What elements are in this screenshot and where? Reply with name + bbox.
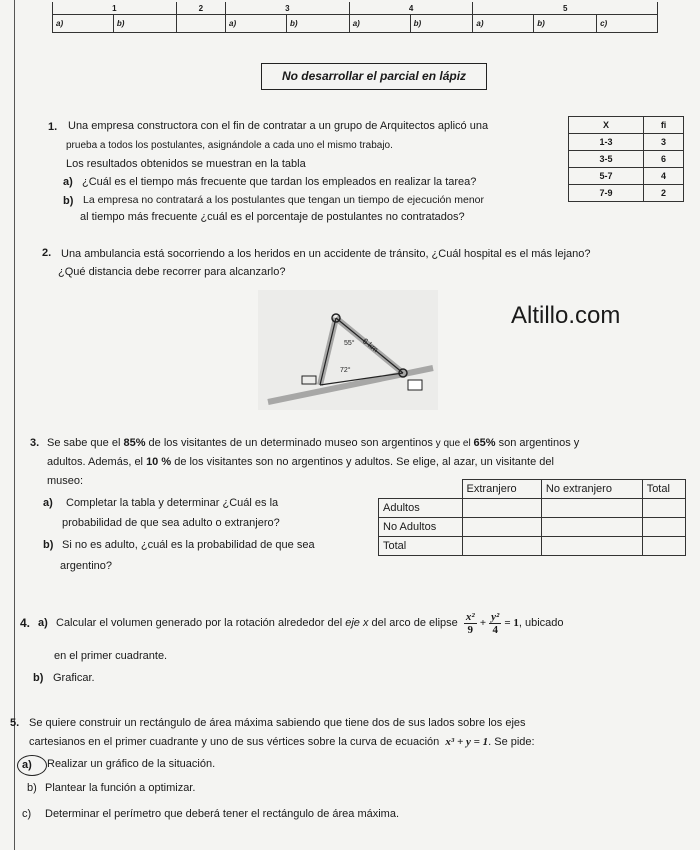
q5-b-label: b) xyxy=(27,782,37,794)
q4-b-label: b) xyxy=(33,672,44,684)
q5-line2 xyxy=(29,735,535,749)
contingency-corner xyxy=(379,480,463,499)
q2-line1: Una ambulancia está socorriendo a los heridos en un accidente de tránsito, ¿Cuál hospital es el más lejano? xyxy=(61,248,591,260)
angle-label-1: 55° xyxy=(344,340,355,347)
contingency-cell xyxy=(642,537,685,556)
frac-x-den: 9 xyxy=(467,623,474,636)
q4-eje-x: eje x xyxy=(345,617,369,629)
q3-line1-d: son argentinos y xyxy=(495,437,580,449)
freq-cell: 6 xyxy=(644,151,684,168)
circle-annotation xyxy=(17,755,47,776)
q2-number: 2. xyxy=(42,247,52,259)
q1-b-text1: La empresa no contratará a los postulantes que tengan un tiempo de ejecución menor xyxy=(83,194,485,206)
q1-a-text: ¿Cuál es el tiempo más frecuente que tardan los empleados en realizar la tarea? xyxy=(82,176,477,188)
grade-number-4: 4 xyxy=(349,2,473,15)
q4-b-text: Graficar. xyxy=(53,672,95,684)
q4-number: 4. xyxy=(20,616,31,630)
grade-cell: a) xyxy=(473,15,534,33)
q5-a-text: Realizar un gráfico de la situación. xyxy=(47,758,216,770)
q5-equation: x³ + y = 1 xyxy=(445,736,489,748)
ellipse-fraction-x xyxy=(464,611,477,636)
contingency-cell xyxy=(462,518,541,537)
ambulance-diagram xyxy=(258,290,438,410)
q1-line2: prueba a todos los postulantes, asignándole a cada uno el mismo trabajo. xyxy=(66,140,393,151)
q3-line2 xyxy=(47,455,554,469)
q3-a-text1: Completar la tabla y determinar ¿Cuál es la xyxy=(66,497,279,509)
distance-label: 6 km xyxy=(360,336,380,355)
q1-line3: Los resultados obtenidos se muestran en la tabla xyxy=(66,158,306,170)
q3-number: 3. xyxy=(30,437,40,449)
q3-pct1: 85% xyxy=(123,437,146,449)
q3-line1-a: Se sabe que el xyxy=(47,437,124,449)
contingency-cell xyxy=(462,537,541,556)
q1-a-label: a) xyxy=(63,176,73,188)
grade-cell: b) xyxy=(410,15,473,33)
grade-cell: b) xyxy=(534,15,597,33)
contingency-cell xyxy=(462,499,541,518)
contingency-table xyxy=(378,479,686,556)
q3-line1 xyxy=(47,436,579,451)
q5-line2-a: cartesianos en el primer cuadrante y uno de sus vértices sobre la curva de ecuación xyxy=(29,736,440,748)
angle-label-2: 72° xyxy=(340,367,351,374)
q4-a-label: a) xyxy=(38,617,48,629)
q3-a-label: a) xyxy=(43,497,53,509)
contingency-header: No extranjero xyxy=(541,480,642,499)
grade-cell: c) xyxy=(597,15,658,33)
q4-a-text2: en el primer cuadrante. xyxy=(54,650,168,662)
q4-a-text: Calcular el volumen generado por la rotación alrededor del xyxy=(56,617,346,629)
q1-b-label: b) xyxy=(63,195,74,207)
contingency-header: Total xyxy=(642,480,685,499)
freq-cell: 1-3 xyxy=(569,134,644,151)
grade-number-2: 2 xyxy=(176,2,225,15)
q3-pct2: 65% xyxy=(473,437,496,449)
q1-number: 1. xyxy=(48,121,58,133)
frac-y-num: y² xyxy=(491,610,500,623)
grade-cell: b) xyxy=(286,15,349,33)
q5-c-text: Determinar el perímetro que deberá tener el rectángulo de área máxima. xyxy=(45,808,400,820)
eq-plus: + xyxy=(479,617,487,629)
q5-b-text: Plantear la función a optimizar. xyxy=(45,782,196,794)
grade-table xyxy=(52,2,658,33)
grade-cell xyxy=(176,15,225,33)
freq-cell: 4 xyxy=(644,168,684,185)
contingency-cell xyxy=(642,499,685,518)
grade-number-5: 5 xyxy=(473,2,658,15)
q4-a-line xyxy=(56,608,564,638)
contingency-cell xyxy=(541,499,642,518)
contingency-row-label: No Adultos xyxy=(379,518,463,537)
frac-x-num: x² xyxy=(465,610,475,623)
q3-a-text2: probabilidad de que sea adulto o extranjero? xyxy=(62,517,280,529)
contingency-cell xyxy=(541,518,642,537)
contingency-row-label: Total xyxy=(379,537,463,556)
frac-y-den: 4 xyxy=(492,623,498,636)
q2-line2: ¿Qué distancia debe recorrer para alcanzarlo? xyxy=(58,266,286,278)
contingency-row-label: Adultos xyxy=(379,499,463,518)
contingency-header: Extranjero xyxy=(462,480,541,499)
contingency-cell xyxy=(541,537,642,556)
contingency-cell xyxy=(642,518,685,537)
q5-line2-b: . Se pide: xyxy=(488,736,535,748)
q5-c-label: c) xyxy=(22,808,32,820)
q4-a-text-c: , ubicado xyxy=(518,617,564,629)
frequency-table xyxy=(568,116,684,202)
grade-cell: a) xyxy=(349,15,410,33)
freq-cell: 7-9 xyxy=(569,185,644,202)
q3-line1-b: de los visitantes de un determinado museo son argentinos xyxy=(145,437,433,449)
grade-cell: b) xyxy=(113,15,176,33)
q3-pct3: 10 % xyxy=(146,456,172,468)
q3-line2-b: de los visitantes son no argentinos y adultos. xyxy=(171,456,394,468)
freq-header-x: X xyxy=(569,117,644,134)
grade-cell: a) xyxy=(226,15,287,33)
warning-banner: No desarrollar el parcial en lápiz xyxy=(261,63,487,90)
hospital-icon xyxy=(408,380,422,390)
watermark: Altillo.com xyxy=(511,302,621,329)
ellipse-fraction-y xyxy=(489,611,501,636)
freq-cell: 3-5 xyxy=(569,151,644,168)
q3-b-text2: argentino? xyxy=(60,560,112,572)
q3-line2-a: adultos. Además, el xyxy=(47,456,147,468)
q4-a-text-b: del arco de elipse xyxy=(368,617,458,629)
eq-rhs: = 1 xyxy=(504,617,519,629)
freq-cell: 5-7 xyxy=(569,168,644,185)
q5-a-label: a) xyxy=(22,759,32,771)
grade-number-3: 3 xyxy=(226,2,350,15)
grade-number-1: 1 xyxy=(53,2,177,15)
q1-b-text2: al tiempo más frecuente ¿cuál es el porcentaje de postulantes no contratados? xyxy=(80,211,465,223)
q3-b-label: b) xyxy=(43,539,54,551)
grade-cell: a) xyxy=(53,15,114,33)
q1-line1: Una empresa constructora con el fin de contratar a un grupo de Arquitectos aplicó una xyxy=(68,120,489,132)
freq-cell: 2 xyxy=(644,185,684,202)
q5-line1: Se quiere construir un rectángulo de área máxima sabiendo que tiene dos de sus lados sobre los ejes xyxy=(29,717,526,729)
freq-cell: 3 xyxy=(644,134,684,151)
q3-line2-c: Se elige, al azar, un visitante del xyxy=(393,456,554,468)
freq-header-fi: fi xyxy=(644,117,684,134)
q3-line3: museo: xyxy=(47,475,84,487)
q3-b-text1: Si no es adulto, ¿cuál es la probabilidad de que sea xyxy=(62,539,315,551)
q3-line1-c: y que el xyxy=(432,438,474,449)
q5-number: 5. xyxy=(10,717,20,729)
